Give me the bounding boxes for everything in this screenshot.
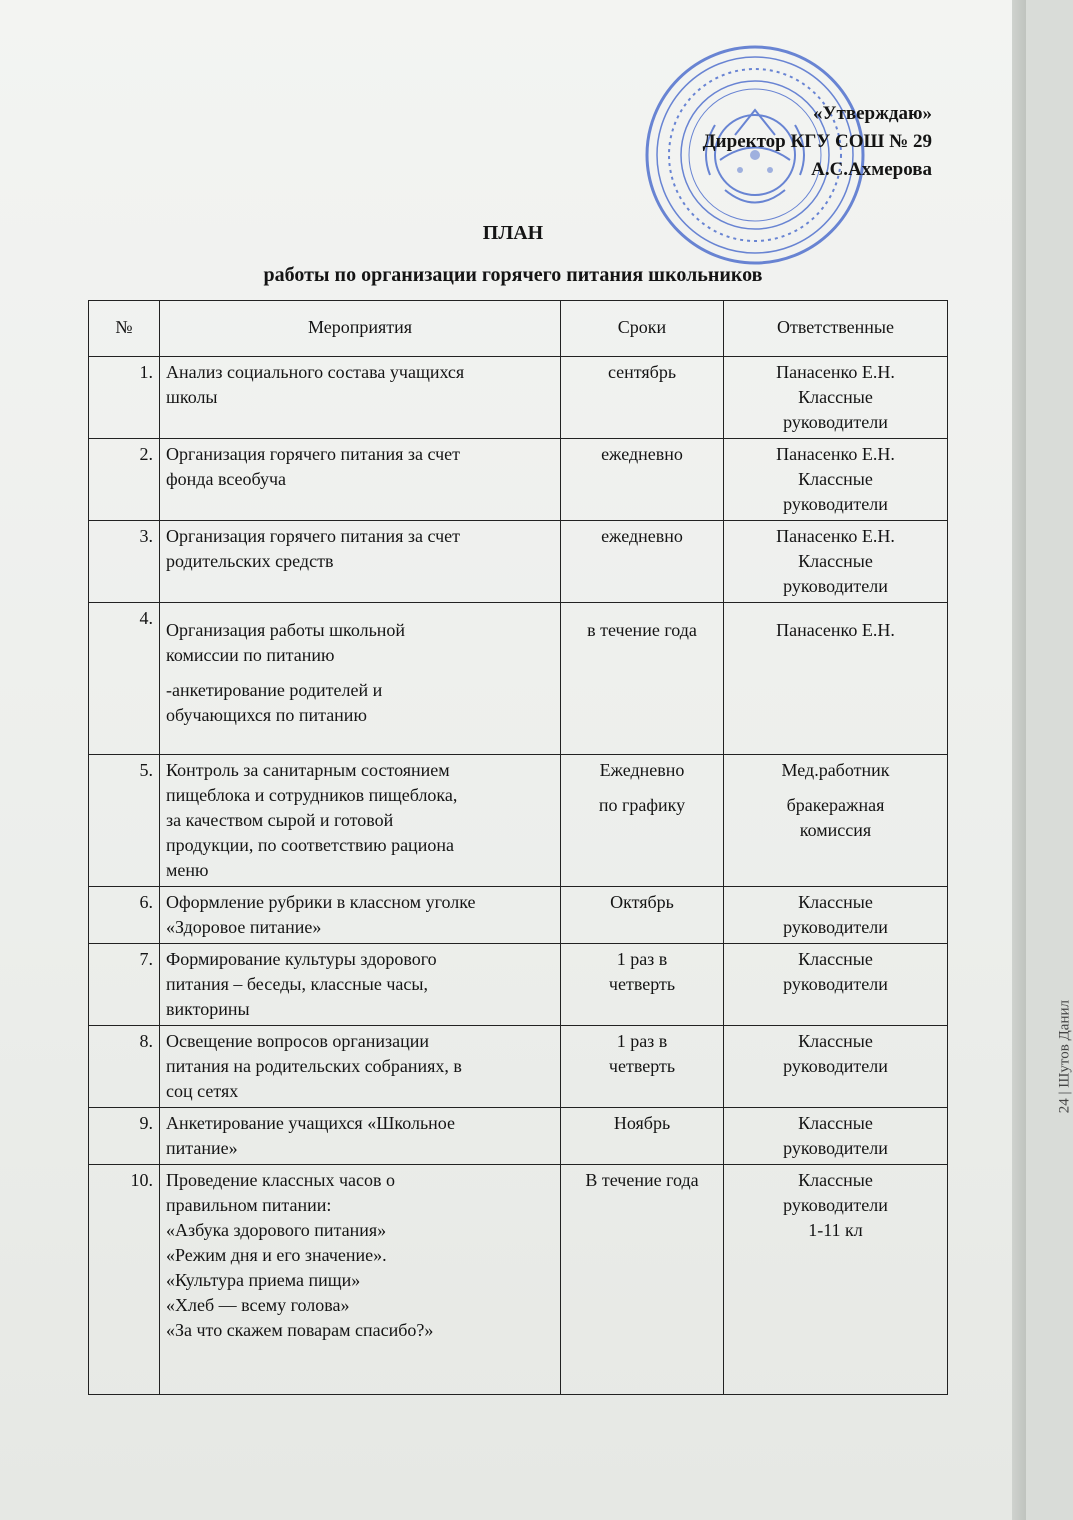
event-text-line: Организация горячего питания за счет (166, 526, 460, 546)
event-subtext-line: -анкетирование родителей и (166, 680, 383, 700)
table-row (89, 603, 948, 755)
event-text-line: «Хлеб — всему голова» (166, 1295, 350, 1315)
row-event (160, 521, 561, 603)
row-event (160, 1108, 561, 1165)
row-number: 8. (89, 1026, 160, 1108)
responsible-text-line: Классные (798, 1113, 873, 1133)
dates-text-line: в течение года (587, 620, 697, 640)
row-event (160, 755, 561, 887)
header-number: № (89, 301, 160, 357)
row-responsible (724, 1165, 948, 1395)
row-responsible (724, 357, 948, 439)
table-body (89, 357, 948, 1395)
event-text-line: «Культура приема пищи» (166, 1270, 361, 1290)
event-text-line: «За что скажем поварам спасибо?» (166, 1320, 434, 1340)
row-dates (561, 1165, 724, 1395)
row-responsible (724, 944, 948, 1026)
approval-line-3: А.С.Ахмерова (811, 159, 932, 180)
row-number: 9. (89, 1108, 160, 1165)
row-responsible (724, 1108, 948, 1165)
row-number: 1. (89, 357, 160, 439)
event-text-line: комиссии по питанию (166, 645, 335, 665)
row-dates (561, 887, 724, 944)
table-row (89, 944, 948, 1026)
event-text-line: Анкетирование учащихся «Школьное (166, 1113, 455, 1133)
event-text-line: Организация горячего питания за счет (166, 444, 460, 464)
header-responsible: Ответственные (724, 301, 948, 357)
row-responsible (724, 603, 948, 755)
responsible-text-line: руководители (783, 974, 888, 994)
dates-text-line: Ноябрь (613, 1113, 671, 1133)
responsible-text-line: Панасенко Е.Н. (776, 444, 895, 464)
table-row (89, 1026, 948, 1108)
event-text-line: «Здоровое питание» (166, 917, 322, 937)
row-number: 6. (89, 887, 160, 944)
row-number: 2. (89, 439, 160, 521)
row-event (160, 887, 561, 944)
responsible-text-line: руководители (783, 494, 888, 514)
row-event (160, 1165, 561, 1395)
row-event (160, 439, 561, 521)
table-row (89, 439, 948, 521)
event-text-line: «Азбука здорового питания» (166, 1220, 387, 1240)
side-margin-text: 24 | Шутов Данил (1056, 1000, 1072, 1114)
dates-text-line: четверть (608, 1056, 676, 1076)
event-text-line: Организация работы школьной (166, 620, 406, 640)
row-number: 3. (89, 521, 160, 603)
dates-text-line: ежедневно (601, 444, 683, 464)
page-edge (1012, 0, 1072, 1520)
row-number: 5. (89, 755, 160, 887)
event-text-line: Освещение вопросов организации (166, 1031, 430, 1051)
event-text-line: за качеством сырой и готовой (166, 810, 394, 830)
row-dates (561, 755, 724, 887)
row-number: 10. (89, 1165, 160, 1395)
dates-text-line: четверть (608, 974, 676, 994)
event-text-line: викторины (166, 999, 250, 1019)
responsible-text-line: Классные (798, 387, 873, 407)
responsible-text-line: Классные (798, 892, 873, 912)
event-text-line: «Режим дня и его значение». (166, 1245, 387, 1265)
row-responsible (724, 887, 948, 944)
responsible-text-line: Панасенко Е.Н. (776, 620, 895, 640)
dates-text-line: ежедневно (601, 526, 683, 546)
row-dates (561, 357, 724, 439)
header-dates: Сроки (561, 301, 724, 357)
responsible-text-line: руководители (783, 576, 888, 596)
header-events: Мероприятия (160, 301, 561, 357)
responsible-text-line: руководители (783, 1056, 888, 1076)
event-text-line: питания – беседы, классные часы, (166, 974, 428, 994)
event-text-line: питания на родительских собраниях, в (166, 1056, 462, 1076)
row-responsible (724, 521, 948, 603)
responsible-text-line: 1-11 кл (808, 1220, 863, 1240)
table-header-row (89, 301, 948, 357)
row-responsible (724, 755, 948, 887)
table-row (89, 1108, 948, 1165)
table-row (89, 521, 948, 603)
approval-block (703, 100, 932, 184)
dates-text-line: Ежедневно (599, 760, 685, 780)
event-text-line: Формирование культуры здорового (166, 949, 437, 969)
event-text-line: правильном питании: (166, 1195, 332, 1215)
row-event (160, 944, 561, 1026)
responsible-text-line: Классные (798, 551, 873, 571)
event-text-line: соц сетях (166, 1081, 239, 1101)
event-text-line: родительских средств (166, 551, 334, 571)
row-number: 4. (89, 603, 160, 755)
responsible-text-line: руководители (783, 412, 888, 432)
responsible-text-line: Классные (798, 469, 873, 489)
event-subtext-line: обучающихся по питанию (166, 705, 367, 725)
responsible-text-line: руководители (783, 1195, 888, 1215)
event-text-line: школы (166, 387, 218, 407)
event-text-line: Контроль за санитарным состоянием (166, 760, 450, 780)
event-text-line: Оформление рубрики в классном уголке (166, 892, 476, 912)
row-dates (561, 944, 724, 1026)
approval-line-1: «Утверждаю» (813, 103, 932, 124)
approval-line-2: Директор КГУ СОШ № 29 (702, 131, 932, 152)
responsible-text-line: руководители (783, 1138, 888, 1158)
row-responsible (724, 439, 948, 521)
row-responsible (724, 1026, 948, 1108)
event-text-line: меню (166, 860, 209, 880)
event-text-line: пищеблока и сотрудников пищеблока, (166, 785, 458, 805)
event-text-line: фонда всеобуча (166, 469, 287, 489)
event-text-line: питание» (166, 1138, 238, 1158)
dates-text-line: В течение года (585, 1170, 699, 1190)
row-dates (561, 439, 724, 521)
responsible-text-line: бракеражная (786, 795, 885, 815)
table-row (89, 887, 948, 944)
event-text-line: продукции, по соответствию рациона (166, 835, 454, 855)
row-event (160, 357, 561, 439)
table-row (89, 357, 948, 439)
event-text-line: Проведение классных часов о (166, 1170, 395, 1190)
row-dates (561, 1026, 724, 1108)
event-text-line: Анализ социального состава учащихся (166, 362, 465, 382)
row-number: 7. (89, 944, 160, 1026)
row-dates (561, 521, 724, 603)
responsible-text-line: Классные (798, 949, 873, 969)
responsible-text-line: руководители (783, 917, 888, 937)
row-dates (561, 603, 724, 755)
row-event (160, 603, 561, 755)
dates-text-line: сентябрь (607, 362, 677, 382)
dates-text-line: Октябрь (610, 892, 674, 912)
responsible-text-line: комиссия (799, 820, 872, 840)
responsible-text-line: Панасенко Е.Н. (776, 526, 895, 546)
document-subtitle: работы по организации горячего питания школьников (263, 264, 763, 286)
dates-text-line: по графику (598, 795, 686, 815)
row-event (160, 1026, 561, 1108)
dates-text-line: 1 раз в (616, 1031, 668, 1051)
responsible-text-line: Классные (798, 1170, 873, 1190)
table-row (89, 755, 948, 887)
responsible-text-line: Панасенко Е.Н. (776, 362, 895, 382)
row-dates (561, 1108, 724, 1165)
responsible-text-line: Мед.работник (781, 760, 890, 780)
dates-text-line: 1 раз в (616, 949, 668, 969)
document-title: ПЛАН (482, 222, 544, 244)
table-row (89, 1165, 948, 1395)
plan-table (88, 300, 948, 1395)
responsible-text-line: Классные (798, 1031, 873, 1051)
